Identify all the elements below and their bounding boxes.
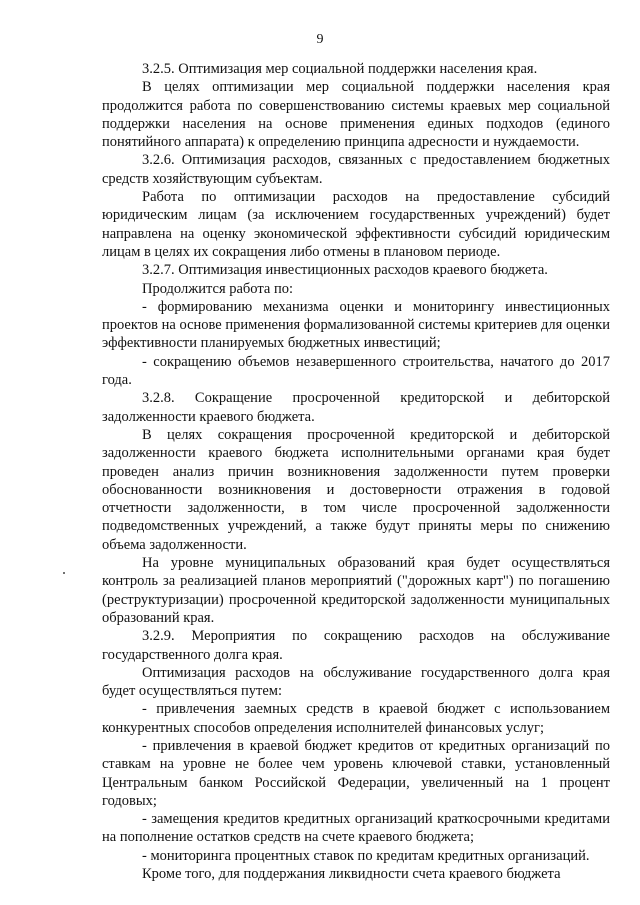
list-item: - привлечения заемных средств в краевой бюджет с использованием конкурентных способов определения исполнителей финансовых услуг; <box>102 701 610 736</box>
list-item: - сокращению объемов незавершенного строительства, начатого до 2017 года. <box>102 353 610 389</box>
paragraph: В целях оптимизации мер социальной поддержки населения края продолжится работа по совершенствованию системы краевых мер социальной поддержки населения на основе применения единых подходов (единого понятийного аппарата) к определению принципа адресности и нуждаемости. <box>102 79 610 151</box>
paragraph: Работа по оптимизации расходов на предоставление субсидий юридическим лицам (за исключением государственных учреждений) будет направлена на оценку экономической эффективности субсидий юридическим лицам в целях их сокращения либо отмены в плановом периоде. <box>102 189 610 260</box>
list-item: - формированию механизма оценки и мониторингу инвестиционных проектов на основе применения формализованной системы критериев для оценки эффективности планируемых бюджетных инвестиций; <box>102 298 610 352</box>
paragraph: Кроме того, для поддержания ликвидности счета краевого бюджета <box>142 866 561 883</box>
paragraph: Оптимизация расходов на обслуживание государственного долга края будет осуществляться путем: <box>102 664 610 700</box>
paragraph: На уровне муниципальных образований края будет осуществляться контроль за реализацией планов мероприятий ("дорожных карт") по погашению (реструктуризации) просроченной кредиторской задолженности муниципальных образований края. <box>102 555 610 626</box>
scan-speck <box>63 572 65 574</box>
list-item: - привлечения в краевой бюджет кредитов от кредитных организаций по ставкам на уровне не более чем уровень ключевой ставки, установленный Центральным банком Российской Федерации, увеличенный на 1 процент годовых; <box>102 737 610 809</box>
list-item: - мониторинга процентных ставок по кредитам кредитных организаций. <box>142 847 590 864</box>
list-item: - замещения кредитов кредитных организаций краткосрочными кредитами на пополнение остатков средств на счете краевого бюджета; <box>102 811 610 846</box>
section-heading-3-2-5: 3.2.5. Оптимизация мер социальной поддержки населения края. <box>142 61 538 77</box>
paragraph: Продолжится работа по: <box>142 280 293 297</box>
section-heading-3-2-6: 3.2.6. Оптимизация расходов, связанных с предоставлением бюджетных средств хозяйствующим субъектам. <box>102 152 610 187</box>
paragraph: В целях сокращения просроченной кредиторской и дебиторской задолженности краевого бюджета исполнительными органами края будет проведен анализ причин возникновения задолженности путем проверки обоснованности возникновения и достоверности отражения в годовой отчетности задолженности, в том числе просроченной задолженности подведомственных учреждений, а также будут приняты меры по снижению объема задолженности. <box>102 426 610 553</box>
section-heading-3-2-7: 3.2.7. Оптимизация инвестиционных расходов краевого бюджета. <box>142 262 548 279</box>
document-body <box>102 60 610 883</box>
section-heading-3-2-8: 3.2.8. Сокращение просроченной кредиторской и дебиторской задолженности краевого бюджета. <box>102 390 610 425</box>
section-heading-3-2-9: 3.2.9. Мероприятия по сокращению расходов на обслуживание государственного долга края. <box>102 628 610 663</box>
page-number: 9 <box>316 32 324 47</box>
